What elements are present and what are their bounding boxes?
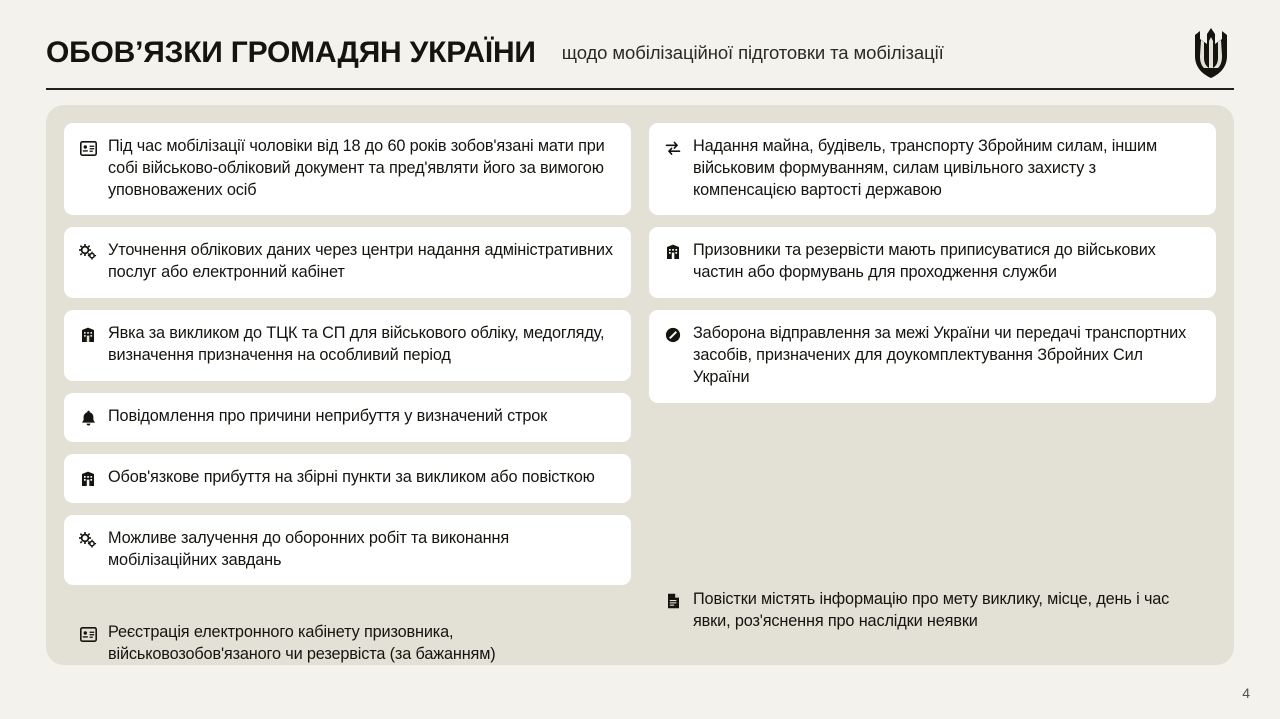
left-column [64,123,631,664]
page-title: ОБОВ’ЯЗКИ ГРОМАДЯН УКРАЇНИ [46,36,536,70]
list-item [64,609,631,680]
list-item-text: Можливе залучення до оборонних робіт та виконання мобілізаційних завдань [108,528,510,569]
id-card-icon [78,624,98,644]
list-item-text: Явка за викликом до ТЦК та СП для військового обліку, медогляду, визначення призначення на особливий період [108,324,605,364]
list-item-text: Реєстрація електронного кабінету призовника, військовозобов'язаного чи резервіста (за бажанням) [108,623,496,664]
list-item-text: Обов'язкове прибуття на збірні пункти за викликом або повісткою [108,467,595,486]
list-item-text: Заборона відправлення за межі України чи передачі транспортних засобів, призначених для доукомплектування Збройних Сил України [693,324,1187,386]
list-item [649,576,1216,647]
page-number: 4 [1242,685,1250,701]
bell-icon [78,408,98,428]
tryzub-icon [1188,26,1234,80]
right-column [649,123,1216,647]
list-item [64,310,631,381]
transfer-icon [663,138,683,158]
list-item-text: Повідомлення про причини неприбуття у визначений строк [108,406,548,425]
gears-icon [78,530,98,550]
list-item [64,515,631,586]
page-subtitle: щодо мобілізаційної підготовки та мобілізації [561,42,944,63]
header-divider [46,88,1234,90]
list-item [64,454,631,503]
list-item-text: Повістки містять інформацію про мету виклику, місце, день і час явки, роз'яснення про наслідки неявки [693,590,1170,631]
slide-header [46,22,1234,84]
building-icon [78,469,98,489]
id-card-icon [78,138,98,158]
list-item [64,227,631,298]
list-item [64,123,631,215]
document-icon [663,591,683,611]
content-panel [46,105,1234,665]
gears-icon [78,242,98,262]
building-icon [78,325,98,345]
list-item [64,393,631,442]
building-icon [663,242,683,262]
list-item [649,310,1216,402]
right-column-spacer [649,415,1216,565]
list-item-text: Під час мобілізації чоловіки від 18 до 60 років зобов'язані мати при собі військово-обліковий документ та пред'являти його за вимогою уповноважених осіб [108,137,605,199]
list-item [649,227,1216,298]
list-item-text: Уточнення облікових даних через центри надання адміністративних послуг або електронний кабінет [108,241,613,282]
list-item-text: Призовники та резервісти мають приписуватися до військових частин або формувань для проходження служби [693,241,1156,282]
list-item-text: Надання майна, будівель, транспорту Збройним силам, іншим військовим формуванням, силам цивільного захисту з компенсацією вартості державою [693,137,1157,199]
list-item [649,123,1216,215]
forbidden-icon [663,325,683,345]
